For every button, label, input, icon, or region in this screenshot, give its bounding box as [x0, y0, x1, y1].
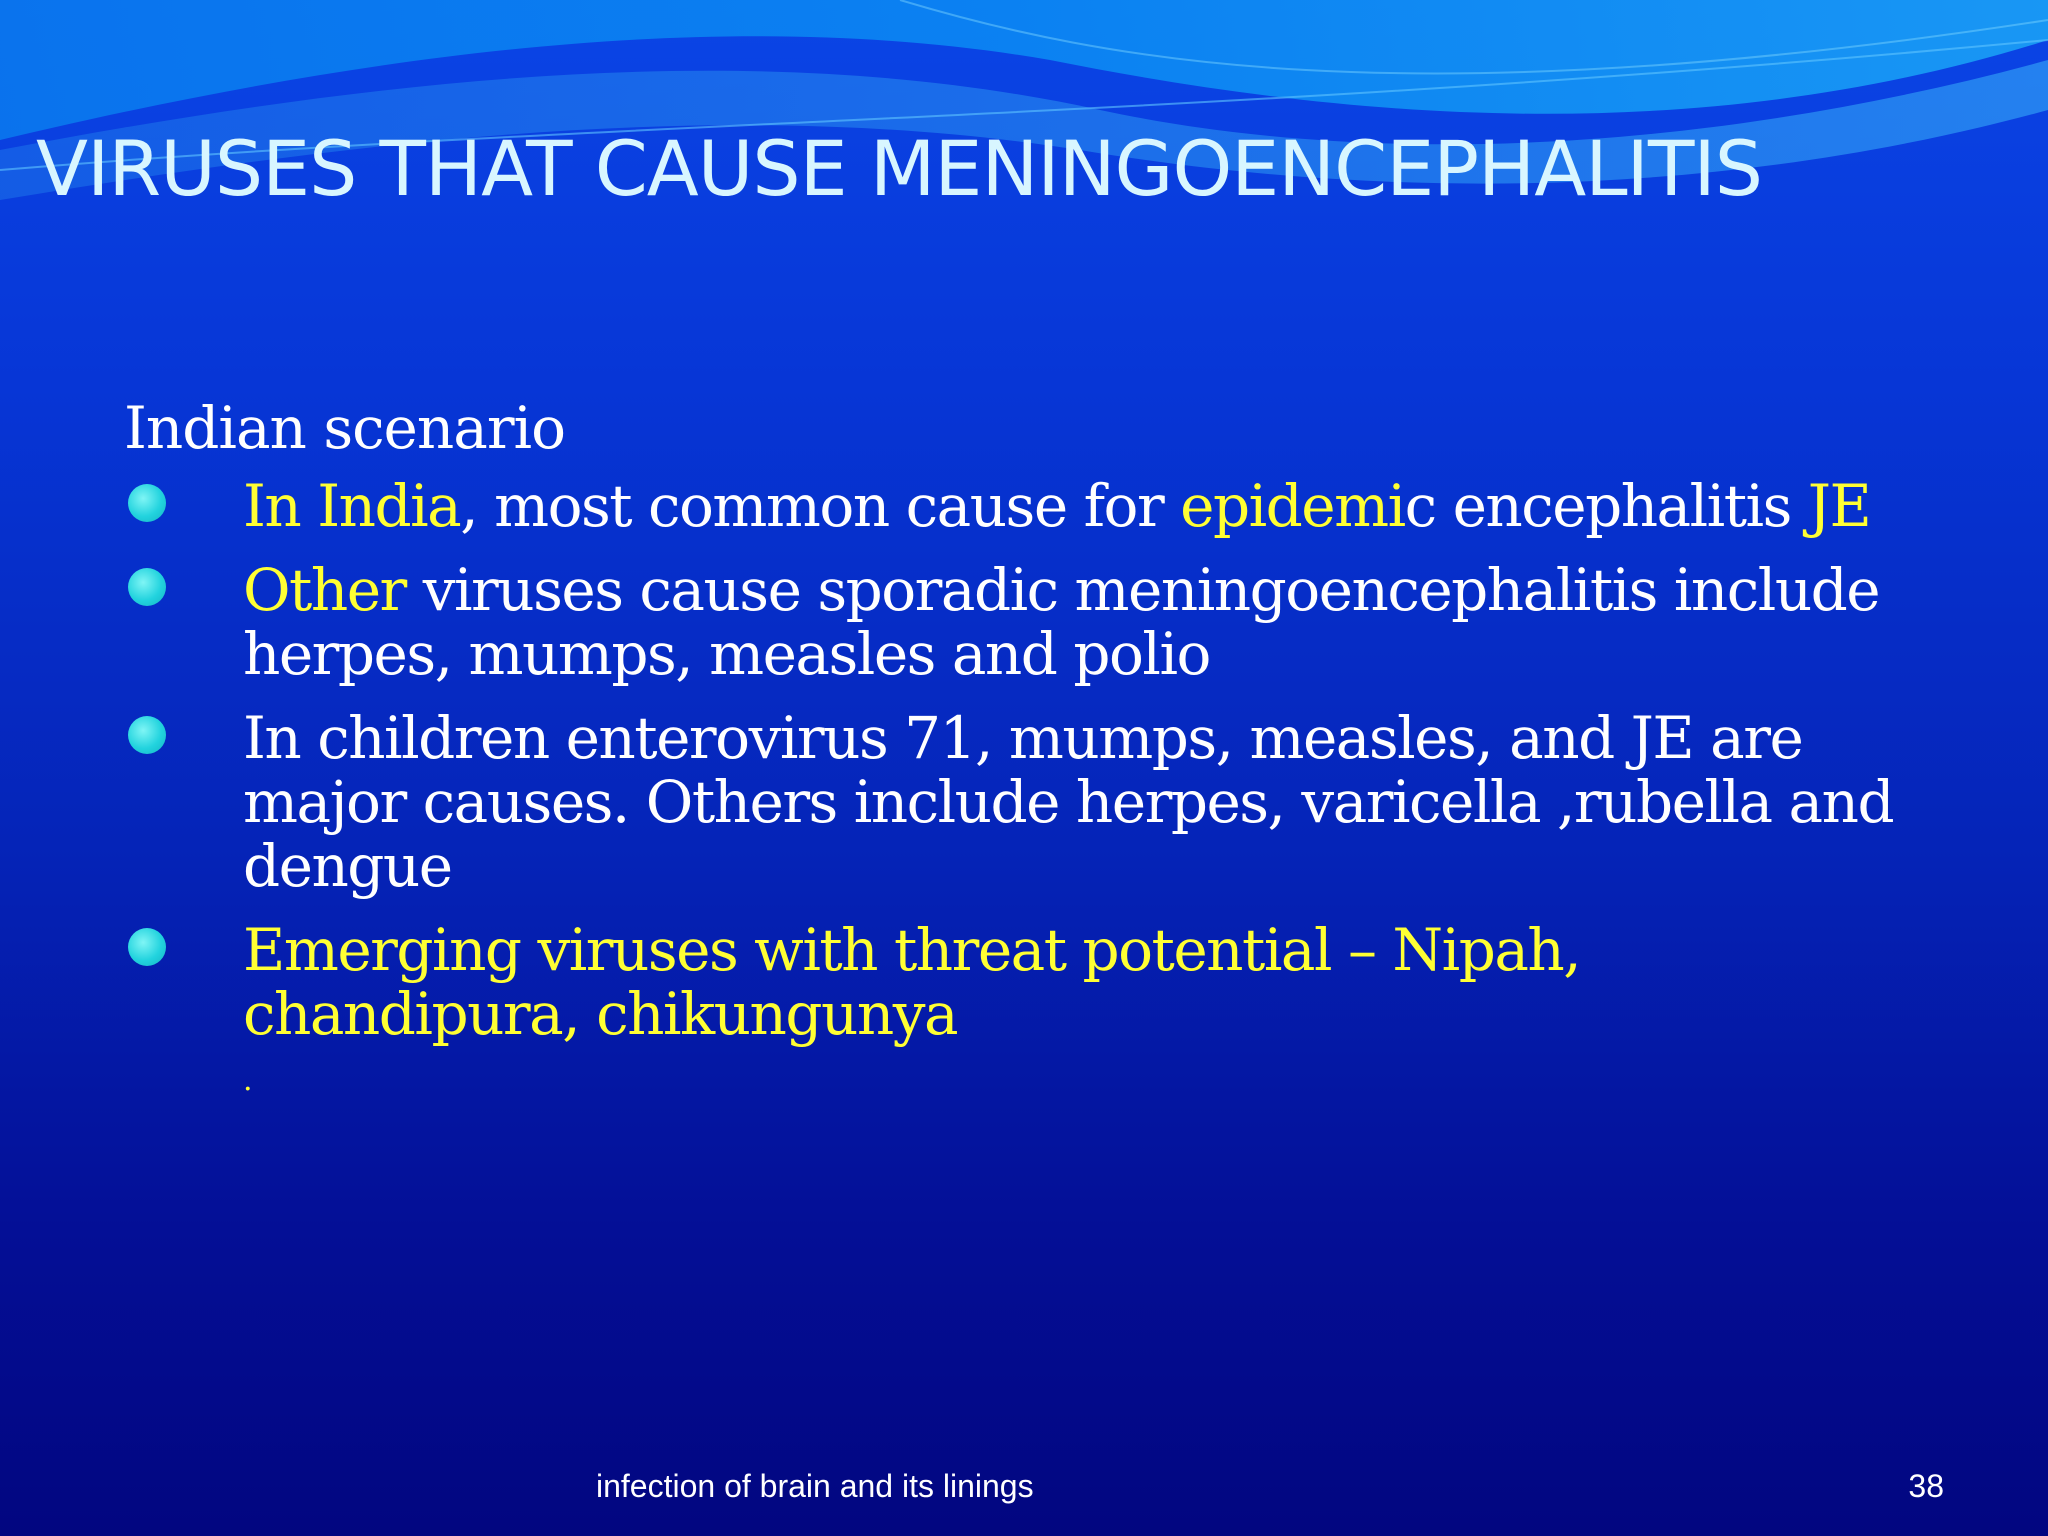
- highlighted-text: Other: [243, 556, 406, 624]
- bullet-item: [124, 918, 1924, 1046]
- trailing-mark: .: [243, 1063, 253, 1098]
- bullet-item: [124, 706, 1924, 898]
- bullet-item: [124, 558, 1924, 686]
- slide-body: [124, 396, 1924, 1096]
- bullet-dot-icon: [128, 484, 166, 522]
- bullet-text: viruses cause sporadic meningoencephalitis include herpes, mumps, measles and polio: [243, 556, 1880, 688]
- bullet-item: [124, 474, 1924, 538]
- highlighted-text: JE: [1807, 472, 1871, 540]
- bullet-list: [124, 474, 1924, 1046]
- footer-text: infection of brain and its linings: [596, 1468, 1034, 1504]
- highlighted-text: Emerging viruses with threat potential – Nipah, chandipura, chikungunya: [243, 916, 1581, 1048]
- page-number: 38: [1908, 1468, 1944, 1504]
- bullet-text: c encephalitis: [1404, 472, 1808, 540]
- bullet-dot-icon: [128, 928, 166, 966]
- highlighted-text: epidemi: [1180, 472, 1405, 540]
- highlighted-text: In India: [243, 472, 461, 540]
- intro-heading: Indian scenario: [124, 394, 566, 462]
- bullet-dot-icon: [128, 716, 166, 754]
- bullet-dot-icon: [128, 568, 166, 606]
- bullet-text: In children enterovirus 71, mumps, measles, and JE are major causes. Others include herpes, varicella ,rubella and dengue: [243, 704, 1894, 900]
- slide-title: VIRUSES THAT CAUSE MENINGOENCEPHALITIS: [36, 124, 1763, 213]
- bullet-text: , most common cause for: [460, 472, 1181, 540]
